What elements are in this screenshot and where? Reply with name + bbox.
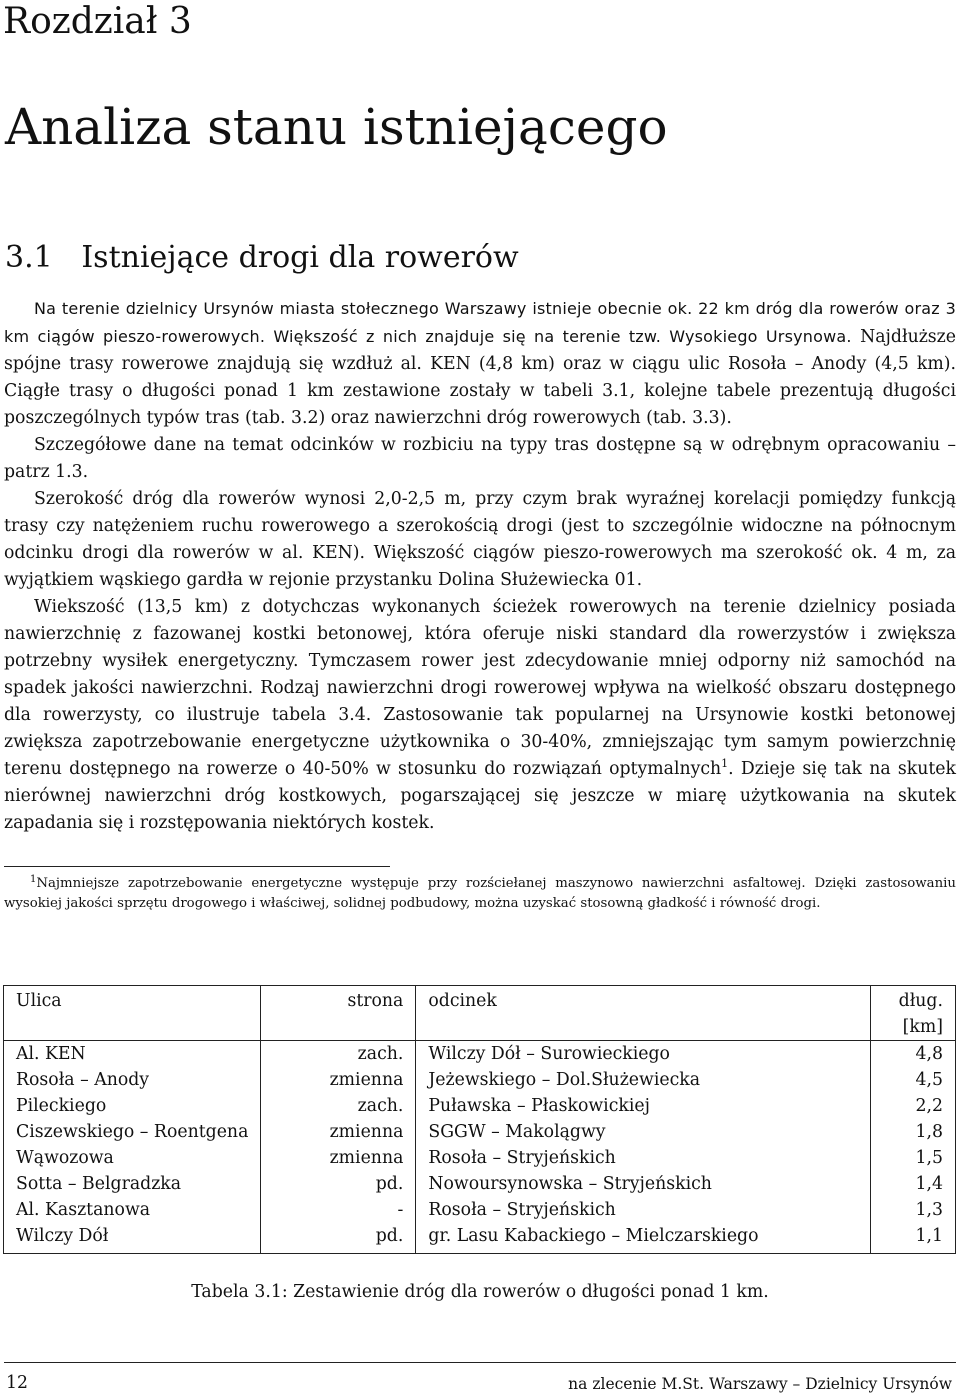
cell-street: Wilczy Dół xyxy=(16,1226,109,1246)
cell-side: zach. xyxy=(261,1093,416,1119)
section-number: 3.1 xyxy=(5,240,53,275)
cell-street: Al. Kasztanowa xyxy=(16,1200,151,1220)
footer-rule xyxy=(4,1362,956,1363)
footnote-mark: 1 xyxy=(30,873,37,885)
paragraph-1 xyxy=(4,295,956,432)
cell-side: zach. xyxy=(261,1041,416,1068)
table-row xyxy=(4,1119,956,1145)
cell-segment: SGGW – Makolągwy xyxy=(416,1119,871,1145)
chapter-title: Analiza stanu istniejącego xyxy=(5,98,668,156)
cell-length: 2,2 xyxy=(871,1093,956,1119)
cell-length: 1,1 xyxy=(871,1223,956,1254)
cell-street: Wąwozowa xyxy=(16,1148,114,1168)
table-row xyxy=(4,1171,956,1197)
header-street: Ulica xyxy=(16,991,62,1011)
paragraph-1-part-b: Najdłuższe spójne trasy rowerowe znajdują się wzdłuż al. KEN (4,8 km) oraz w ciągu ulic Rosoła – Anody (4,5 km). Ciągłe trasy o długości ponad 1 km zestawione zostały w tabeli 3.1, kolejne tabele prezentują długości poszczególnych typów tras (tab. 3.2) oraz nawierzchni dróg rowerowych (tab. 3.3). xyxy=(4,327,957,428)
paragraph-4-part-a: Wiekszość (13,5 km) z dotychczas wykonanych ścieżek rowerowych na terenie dzielnicy posiada nawierzchnię z fazowanej kostki betonowej, która oferuje niski standard dla rowerzystów i zwiększa potrzebny wysiłek energetyczny. Tymczasem rower jest zdecydowanie mniej odporny niż samochód na spadek jakości nawierzchni. Rodzaj nawierzchni drogi rowerowej wpływa na wielkość obszaru dostępnego dla rowerzysty, co ilustruje tabela 3.4. Zastosowanie tak popularnej na Ursynowie kostki betonowej zwiększa zapotrzebowanie energetyczne użytkownika o 30-40%, zmniejszając tym samym powierzchnię terenu dostępnego na rowerze o 40-50% w stosunku do rozwiązań optymalnych xyxy=(4,597,956,779)
table-row xyxy=(4,1093,956,1119)
routes-table xyxy=(3,985,956,1254)
cell-length: 1,4 xyxy=(871,1171,956,1197)
chapter-label: Rozdział 3 xyxy=(3,1,192,42)
cell-street: Rosoła – Anody xyxy=(16,1070,150,1090)
cell-segment: gr. Lasu Kabackiego – Mielczarskiego xyxy=(416,1223,871,1254)
cell-length: 1,8 xyxy=(871,1119,956,1145)
cell-length: 4,8 xyxy=(871,1041,956,1068)
cell-side: zmienna xyxy=(261,1067,416,1093)
footnote-text: Najmniejsze zapotrzebowanie energetyczne występuje przy rozściełanej maszynowo nawierzchni asfaltowej. Dzięki zastosowaniu wysokiej jakości sprzętu drogowego i właściwej, solidnej podbudowy, można uzyskać stosowną gładkość i równość drogi. xyxy=(4,876,956,911)
header-segment: odcinek xyxy=(416,986,871,1041)
cell-segment: Wilczy Dół – Surowieckiego xyxy=(416,1041,871,1068)
paragraph-4 xyxy=(4,594,956,837)
paragraph-2: Szczegółowe dane na temat odcinków w rozbiciu na typy tras dostępne są w odrębnym opracowaniu – patrz 1.3. xyxy=(4,435,956,482)
cell-side: zmienna xyxy=(261,1145,416,1171)
header-length-unit: [km] xyxy=(902,1017,943,1037)
footnote-reference[interactable]: 1 xyxy=(721,757,729,771)
table-row xyxy=(4,1067,956,1093)
section-heading xyxy=(5,240,519,276)
cell-side: zmienna xyxy=(261,1119,416,1145)
header-side: strona xyxy=(261,986,416,1041)
cell-side: pd. xyxy=(261,1171,416,1197)
body-text xyxy=(4,295,956,837)
footnote xyxy=(4,874,956,914)
table-row xyxy=(4,1145,956,1171)
paragraph-3: Szerokość dróg dla rowerów wynosi 2,0-2,5 m, przy czym brak wyraźnej korelacji pomiędzy funkcją trasy czy natężeniem ruchu rowerowego a szerokością drogi (jest to szczególnie widoczne na północnym odcinku drogi dla rowerów w al. KEN). Większość ciągów pieszo-rowerowych ma szerokość ok. 4 m, za wyjątkiem wąskiego gardła w rejonie przystanku Dolina Służewiecka 01. xyxy=(4,489,956,590)
table-row xyxy=(4,1197,956,1223)
section-title-text: Istniejące drogi dla rowerów xyxy=(81,240,519,275)
cell-segment: Puławska – Płaskowickiej xyxy=(416,1093,871,1119)
header-length-label: dług. xyxy=(898,991,943,1011)
page-number: 12 xyxy=(6,1373,28,1393)
cell-segment: Jeżewskiego – Dol.Służewiecka xyxy=(416,1067,871,1093)
header-length xyxy=(871,986,956,1041)
paragraph-1-part-a: Na terenie dzielnicy Ursynów miasta stołecznego Warszawy istnieje obecnie ok. 22 km dróg dla rowerów oraz 3 km ciągów pieszo-rowerowych. Większość z nich znajduje się na terenie tzw. Wysokiego Ursynowa. xyxy=(4,299,956,346)
cell-segment: Rosoła – Stryjeńskich xyxy=(416,1197,871,1223)
cell-length: 1,3 xyxy=(871,1197,956,1223)
cell-street: Pileckiego xyxy=(16,1096,107,1116)
cell-street: Sotta – Belgradzka xyxy=(16,1174,182,1194)
running-footer: na zlecenie M.St. Warszawy – Dzielnicy Ursynów xyxy=(568,1375,952,1393)
cell-length: 1,5 xyxy=(871,1145,956,1171)
footnote-rule xyxy=(4,866,390,867)
cell-segment: Nowoursynowska – Stryjeńskich xyxy=(416,1171,871,1197)
cell-side: pd. xyxy=(261,1223,416,1254)
table-header-row xyxy=(4,986,956,1041)
cell-segment: Rosoła – Stryjeńskich xyxy=(416,1145,871,1171)
table-caption: Tabela 3.1: Zestawienie dróg dla rowerów o długości ponad 1 km. xyxy=(191,1282,769,1302)
paragraph-4-part-b: . Dzieje się tak na skutek nierównej nawierzchni dróg kostkowych, pogarszającej się jeszcze w miarę użytkowania na skutek zapadania się i rozstępowania niektórych kostek. xyxy=(4,759,956,833)
cell-street: Ciszewskiego – Roentgena xyxy=(16,1122,249,1142)
routes-table-container xyxy=(3,985,956,1254)
cell-length: 4,5 xyxy=(871,1067,956,1093)
cell-side: - xyxy=(261,1197,416,1223)
table-row xyxy=(4,1041,956,1068)
table-row xyxy=(4,1223,956,1254)
cell-street: Al. KEN xyxy=(4,1041,261,1068)
